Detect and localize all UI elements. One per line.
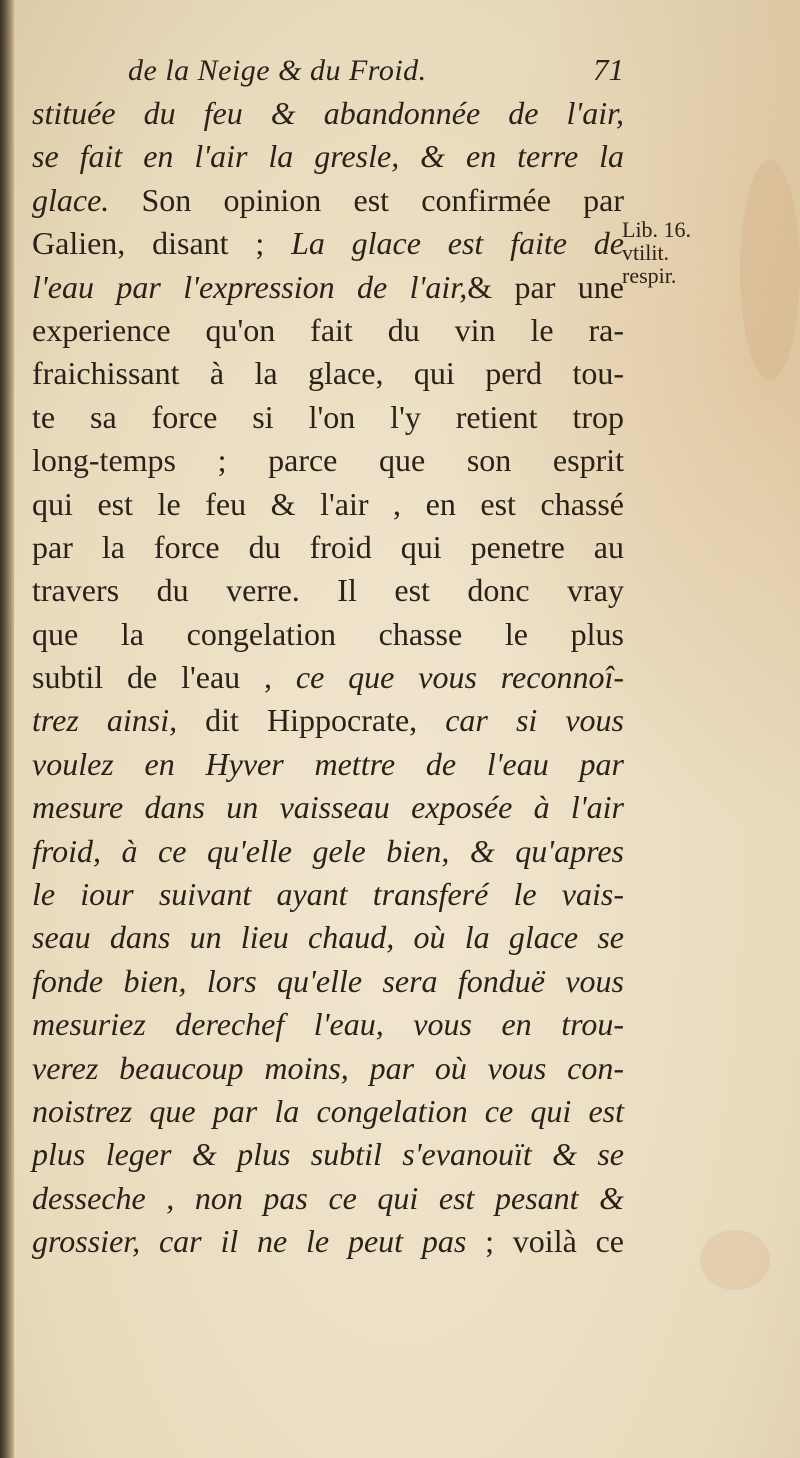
running-head-title: de la Neige & du Froid.: [128, 54, 427, 87]
text-line: [32, 830, 624, 873]
roman-text-segment: dit Hippocrate,: [177, 702, 418, 739]
roman-text-segment: subtil de l'eau ,: [32, 659, 296, 696]
italic-text-segment: mesuriez derechef l'eau, vous en trou-: [32, 1006, 624, 1043]
italic-text-segment: le iour suivant ayant transferé le vais-: [32, 876, 624, 913]
body-text: [32, 92, 624, 1264]
text-line: [32, 439, 624, 482]
roman-text-segment: ; voilà ce: [466, 1223, 625, 1260]
text-line: [32, 1133, 624, 1176]
text-block: [32, 52, 624, 1264]
roman-text-segment: te sa force si l'on l'y retient trop: [32, 398, 624, 435]
roman-text-segment: fraichissant à la glace, qui perd tou-: [32, 355, 624, 392]
italic-text-segment: desseche , non pas ce qui est pesant &: [32, 1179, 624, 1216]
roman-text-segment: long-temps ; parce que son esprit: [32, 442, 624, 479]
italic-text-segment: noistrez que par la congelation ce qui est: [32, 1092, 624, 1129]
text-line: [32, 1177, 624, 1220]
text-line: [32, 699, 624, 742]
italic-text-segment: stituée du feu & abandonnée de l'air,: [32, 95, 624, 131]
text-line: [32, 916, 624, 959]
text-line: [32, 1047, 624, 1090]
text-line: [32, 92, 624, 135]
text-line: [32, 222, 624, 265]
paper-stain: [740, 160, 800, 380]
text-line: [32, 483, 624, 526]
italic-text-segment: mesure dans un vaisseau exposée à l'air: [32, 789, 624, 826]
text-line: [32, 873, 624, 916]
italic-text-segment: seau dans un lieu chaud, où la glace se: [32, 919, 624, 956]
roman-text-segment: Son opinion est confirmée par: [109, 181, 624, 218]
text-line: [32, 569, 624, 612]
roman-text-segment: Galien, disant ;: [32, 225, 292, 262]
text-line: [32, 135, 624, 178]
italic-text-segment: fonde bien, lors qu'elle sera fonduë vous: [32, 962, 624, 999]
italic-text-segment: l'eau par l'expression de l'air,: [32, 268, 468, 305]
book-spine-edge: [0, 0, 14, 1458]
italic-text-segment: La glace est faite de: [291, 225, 625, 262]
italic-text-segment: glace.: [32, 181, 110, 218]
italic-text-segment: grossier, car il ne le peut pas: [32, 1223, 467, 1260]
text-line: [32, 1003, 624, 1046]
roman-text-segment: experience qu'on fait du vin le ra-: [32, 311, 624, 348]
margin-note-line: Lib. 16.: [622, 217, 692, 242]
italic-text-segment: trez ainsi,: [32, 702, 178, 739]
text-line: [32, 786, 624, 829]
italic-text-segment: car si vous: [417, 702, 625, 739]
italic-text-segment: plus leger & plus subtil s'evanouït & se: [32, 1136, 624, 1173]
page-number: 71: [593, 52, 624, 87]
roman-text-segment: qui est le feu & l'air , en est chassé: [32, 485, 624, 522]
text-line: [32, 960, 624, 1003]
italic-text-segment: froid, à ce qu'elle gele bien, & qu'apres: [32, 832, 624, 869]
running-head: [32, 52, 624, 92]
roman-text-segment: que la congelation chasse le plus: [32, 615, 624, 652]
italic-text-segment: voulez en Hyver mettre de l'eau par: [32, 745, 624, 782]
margin-note: [622, 218, 722, 287]
text-line: [32, 352, 624, 395]
text-line: [32, 396, 624, 439]
italic-text-segment: se fait en l'air la gresle, & en terre la: [32, 138, 624, 175]
italic-text-segment: verez beaucoup moins, par où vous con-: [32, 1049, 624, 1086]
margin-note-line: vtilit.: [622, 240, 670, 265]
margin-note-line: respir.: [622, 263, 677, 288]
text-line: [32, 179, 624, 222]
paper-stain: [700, 1230, 770, 1290]
text-line: [32, 526, 624, 569]
text-line: [32, 1090, 624, 1133]
text-line: [32, 656, 624, 699]
text-line: [32, 613, 624, 656]
text-line: [32, 309, 624, 352]
text-line: [32, 743, 624, 786]
italic-text-segment: ce que vous reconnoî-: [295, 659, 624, 696]
text-line: [32, 1220, 624, 1263]
roman-text-segment: travers du verre. Il est donc vray: [32, 572, 624, 609]
roman-text-segment: par la force du froid qui penetre au: [32, 528, 624, 565]
roman-text-segment: & par une: [467, 268, 625, 305]
text-line: [32, 266, 624, 309]
